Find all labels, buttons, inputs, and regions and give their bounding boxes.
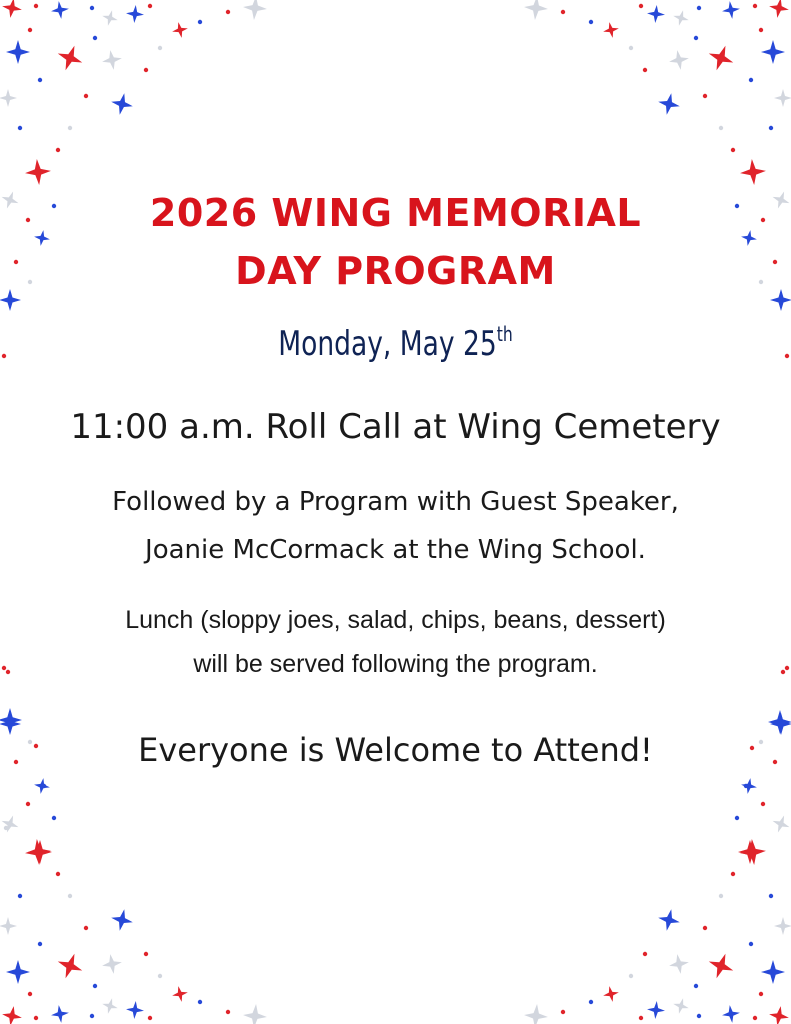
star-shape bbox=[646, 4, 666, 24]
star-shape bbox=[738, 840, 762, 864]
confetti-dot bbox=[34, 4, 38, 8]
confetti-dot bbox=[629, 974, 633, 978]
star-shape bbox=[53, 41, 86, 74]
confetti-dot bbox=[28, 992, 32, 996]
confetti-dot bbox=[761, 802, 765, 806]
confetti-dot bbox=[56, 872, 60, 876]
star-shape bbox=[602, 985, 621, 1004]
title-line-1: 2026 WING MEMORIAL bbox=[149, 191, 642, 235]
confetti-dot bbox=[144, 68, 148, 72]
confetti-dot bbox=[68, 894, 72, 898]
confetti-dot bbox=[643, 68, 647, 72]
star-shape bbox=[100, 952, 123, 975]
confetti-dot bbox=[158, 46, 162, 50]
lunch-line-1: Lunch (sloppy joes, salad, chips, beans, dessert) bbox=[125, 606, 666, 634]
roll-call-text: 11:00 a.m. Roll Call at Wing Cemetery bbox=[70, 407, 721, 447]
confetti-dot bbox=[2, 354, 6, 358]
star-shape bbox=[704, 949, 737, 982]
confetti-dot bbox=[158, 974, 162, 978]
confetti-dot bbox=[759, 28, 763, 32]
star-shape bbox=[0, 89, 17, 107]
confetti-dot bbox=[42, 784, 46, 788]
confetti-dot bbox=[749, 942, 753, 946]
star-shape bbox=[100, 996, 120, 1016]
confetti-dot bbox=[735, 816, 739, 820]
confetti-dot bbox=[731, 148, 735, 152]
confetti-dot bbox=[694, 36, 698, 40]
confetti-dot bbox=[226, 10, 230, 14]
star-shape bbox=[761, 40, 785, 64]
star-shape bbox=[667, 952, 690, 975]
confetti-dot bbox=[629, 46, 633, 50]
star-shape bbox=[100, 48, 123, 71]
star-shape bbox=[171, 985, 190, 1004]
lunch-line-2: will be served following the program. bbox=[193, 650, 598, 678]
confetti-dot bbox=[561, 10, 565, 14]
confetti-dot bbox=[719, 894, 723, 898]
confetti-dot bbox=[749, 78, 753, 82]
confetti-dot bbox=[753, 1016, 757, 1020]
star-shape bbox=[646, 1000, 666, 1020]
star-shape bbox=[53, 949, 86, 982]
star-shape bbox=[242, 0, 268, 21]
confetti-dot bbox=[148, 4, 152, 8]
confetti-dot bbox=[719, 126, 723, 130]
star-shape bbox=[50, 0, 70, 20]
star-shape bbox=[109, 907, 135, 933]
confetti-dot bbox=[68, 126, 72, 130]
event-date bbox=[87, 306, 704, 372]
star-shape bbox=[667, 48, 690, 71]
star-shape bbox=[671, 8, 691, 28]
confetti-dot bbox=[148, 1016, 152, 1020]
star-shape bbox=[740, 777, 759, 796]
confetti-dot bbox=[18, 126, 22, 130]
confetti-dot bbox=[84, 926, 88, 930]
confetti-dot bbox=[198, 1000, 202, 1004]
lunch-details bbox=[0, 598, 791, 686]
confetti-dot bbox=[4, 826, 8, 830]
star-shape bbox=[125, 1000, 145, 1020]
star-shape bbox=[774, 917, 791, 935]
star-shape bbox=[24, 158, 52, 186]
confetti-dot bbox=[759, 992, 763, 996]
confetti-dot bbox=[589, 1000, 593, 1004]
confetti-dot bbox=[38, 942, 42, 946]
confetti-dot bbox=[26, 802, 30, 806]
star-shape bbox=[774, 89, 791, 107]
confetti-dot bbox=[785, 354, 789, 358]
star-shape bbox=[767, 1004, 790, 1024]
program-line-1: Followed by a Program with Guest Speaker, bbox=[112, 487, 679, 517]
confetti-dot bbox=[731, 872, 735, 876]
confetti-dot bbox=[769, 126, 773, 130]
star-shape bbox=[602, 21, 621, 40]
star-shape bbox=[656, 91, 682, 117]
confetti-dot bbox=[639, 4, 643, 8]
date-ordinal-suffix: th bbox=[496, 322, 513, 346]
confetti-dot bbox=[226, 1010, 230, 1014]
event-date-text: Monday, May 25 bbox=[278, 324, 497, 364]
star-shape bbox=[739, 158, 767, 186]
confetti-dot bbox=[703, 94, 707, 98]
confetti-dot bbox=[561, 1010, 565, 1014]
confetti-dot bbox=[56, 148, 60, 152]
star-shape bbox=[50, 1004, 70, 1024]
confetti-dot bbox=[744, 784, 748, 788]
star-shape bbox=[6, 40, 30, 64]
confetti-dot bbox=[697, 6, 701, 10]
welcome-message: Everyone is Welcome to Attend! bbox=[138, 731, 653, 769]
star-shape bbox=[656, 907, 682, 933]
star-shape bbox=[767, 0, 790, 20]
confetti-dot bbox=[703, 926, 707, 930]
confetti-dot bbox=[34, 1016, 38, 1020]
star-shape bbox=[0, 917, 17, 935]
star-shape bbox=[28, 840, 52, 864]
star-shape bbox=[6, 960, 30, 984]
confetti-dot bbox=[90, 1014, 94, 1018]
confetti-dot bbox=[93, 36, 97, 40]
confetti-dot bbox=[84, 94, 88, 98]
confetti-dot bbox=[694, 984, 698, 988]
star-shape bbox=[0, 1004, 23, 1024]
title-line-2: DAY PROGRAM bbox=[235, 249, 556, 293]
confetti-dot bbox=[198, 20, 202, 24]
confetti-dot bbox=[769, 894, 773, 898]
confetti-dot bbox=[589, 20, 593, 24]
confetti-dot bbox=[93, 984, 97, 988]
confetti-dot bbox=[643, 952, 647, 956]
confetti-dot bbox=[697, 1014, 701, 1018]
confetti-dot bbox=[639, 1016, 643, 1020]
star-shape bbox=[171, 21, 190, 40]
confetti-dot bbox=[38, 78, 42, 82]
confetti-dot bbox=[90, 6, 94, 10]
star-shape bbox=[0, 0, 23, 20]
program-line-2: Joanie McCormack at the Wing School. bbox=[145, 535, 646, 565]
star-shape bbox=[0, 812, 22, 835]
confetti-dot bbox=[52, 816, 56, 820]
confetti-dot bbox=[28, 28, 32, 32]
star-shape bbox=[671, 996, 691, 1016]
confetti-dot bbox=[144, 952, 148, 956]
program-details bbox=[0, 478, 791, 574]
confetti-dot bbox=[18, 894, 22, 898]
star-shape bbox=[523, 0, 549, 21]
star-shape bbox=[242, 1003, 268, 1024]
star-shape bbox=[100, 8, 120, 28]
star-shape bbox=[721, 0, 741, 20]
confetti-dot bbox=[753, 4, 757, 8]
star-shape bbox=[769, 812, 791, 835]
star-shape bbox=[761, 960, 785, 984]
star-shape bbox=[109, 91, 135, 117]
star-shape bbox=[704, 41, 737, 74]
star-shape bbox=[721, 1004, 741, 1024]
star-shape bbox=[523, 1003, 549, 1024]
star-shape bbox=[125, 4, 145, 24]
